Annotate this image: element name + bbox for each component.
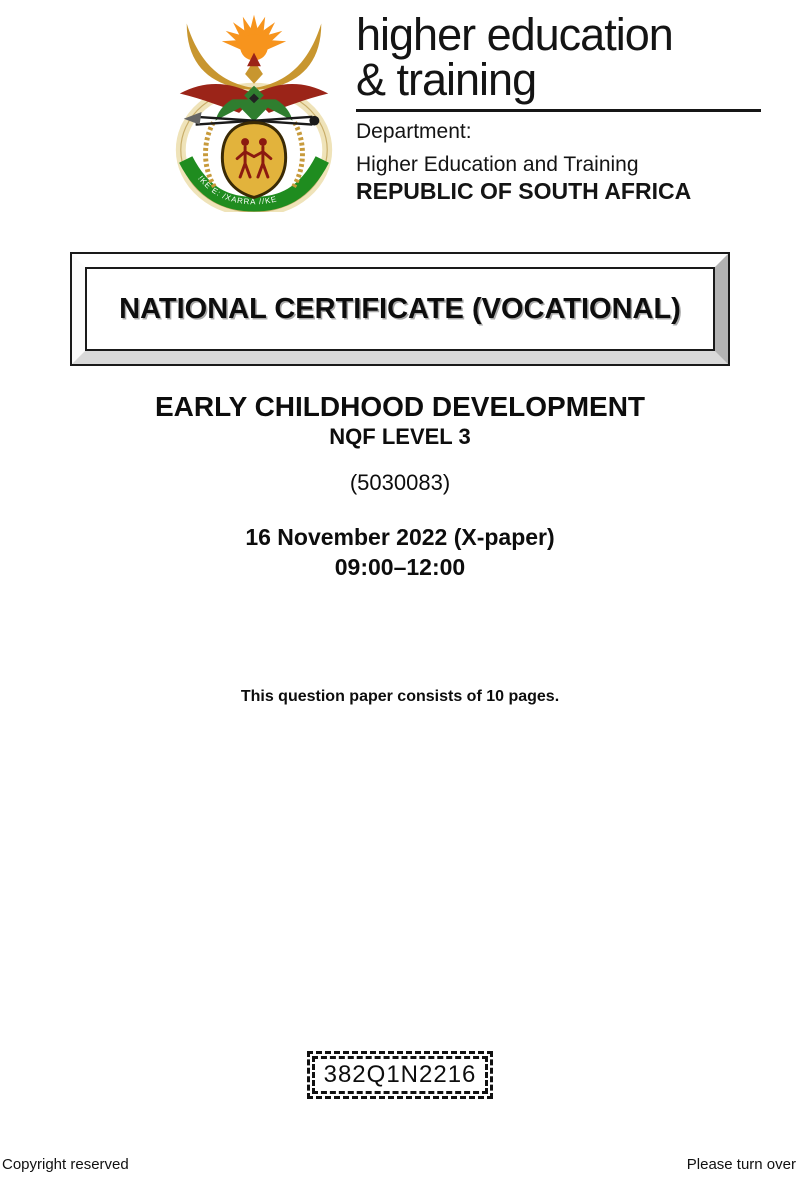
shield-icon	[222, 123, 285, 198]
country-name: REPUBLIC OF SOUTH AFRICA	[356, 178, 692, 204]
certificate-title: NATIONAL CERTIFICATE (VOCATIONAL)	[119, 292, 681, 325]
south-africa-coat-of-arms-icon	[160, 8, 348, 212]
footer-copyright: Copyright reserved	[2, 1156, 129, 1173]
department-label: Department:	[356, 120, 472, 143]
figure-head-left	[241, 138, 249, 146]
certificate-banner-box	[70, 252, 730, 366]
exam-time: 09:00–12:00	[334, 554, 466, 580]
paper-number-inner	[312, 1056, 488, 1094]
department-name: Higher Education and Training	[356, 153, 639, 176]
header-wordmark	[356, 9, 766, 205]
banner-inner	[85, 267, 715, 351]
motto-text: !KE E: /XARRA //KE	[196, 174, 279, 207]
pages-note: This question paper consists of 10 pages.	[240, 688, 560, 705]
nqf-level: NQF LEVEL 3	[329, 424, 471, 449]
paper-number-box	[307, 1051, 493, 1099]
banner-bevel	[72, 254, 728, 364]
wordmark-line2: & training	[356, 54, 537, 105]
exam-date: 16 November 2022 (X-paper)	[245, 524, 555, 550]
footer-turn-over: Please turn over	[686, 1156, 796, 1173]
paper-number: 382Q1N2216	[323, 1061, 477, 1088]
figure-head-right	[259, 138, 267, 146]
subject-title: EARLY CHILDHOOD DEVELOPMENT	[154, 391, 646, 422]
paper-code: (5030083)	[349, 470, 451, 495]
header-rule	[356, 109, 761, 112]
wordmark-line1: higher education	[356, 9, 673, 60]
